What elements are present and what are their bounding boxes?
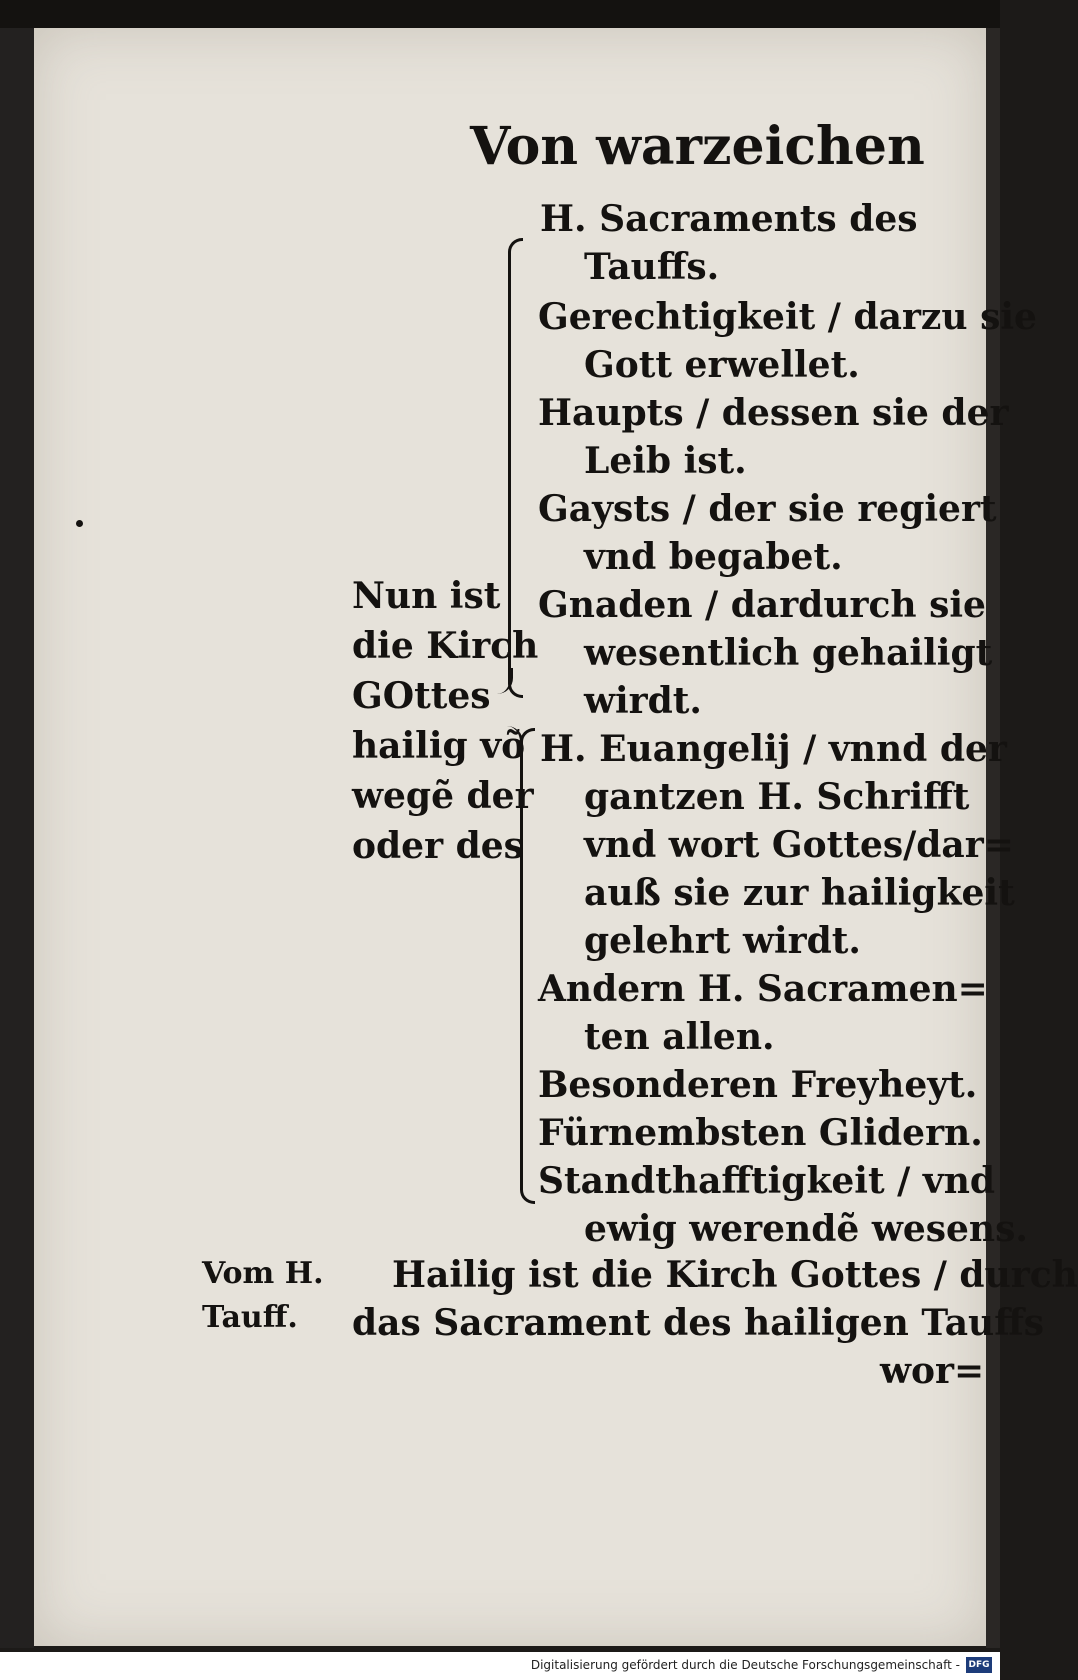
left-note-line: die Kirch [352,625,539,667]
item-line: Gerechtigkeit / darzu sie [538,296,1037,338]
item-line: Besonderen Freyheyt. [538,1064,978,1106]
item-line: H. Euangelij / vnnd der [540,728,1007,770]
dfg-logo: DFG [966,1657,992,1673]
item-line: H. Sacraments des [540,198,918,240]
item-line: Gnaden / dardurch sie [538,584,986,626]
item-line: gantzen H. Schrifft [584,776,970,818]
item-line: Haupts / dessen sie der [538,392,1009,434]
item-line: Fürnembsten Glidern. [538,1112,983,1154]
page-heading: Von warzeichen [470,116,925,177]
item-line: Leib ist. [584,440,747,482]
left-note-line: GOttes [352,675,491,717]
left-note-line: Nun ist [352,575,501,617]
margin-note-line: Vom H. [202,1256,324,1291]
item-line: wirdt. [584,680,702,722]
body-line: Hailig ist die Kirch Gottes / durch [392,1254,1078,1296]
item-line: vnd wort Gottes/dar= [584,824,1014,866]
item-line: Andern H. Sacramen= [538,968,988,1010]
scan-top-border [0,0,1000,28]
footer-bar [0,1652,1000,1680]
item-line: wesentlich gehailigt [584,632,993,674]
item-line: Gott erwellet. [584,344,860,386]
item-line: Standthafftigkeit / vnd [538,1160,996,1202]
margin-note-line: Tauff. [202,1300,298,1335]
body-line: das Sacrament des hailigen Tauffs [352,1302,1045,1344]
item-line: ewig werendẽ wesens. [584,1208,1028,1250]
item-line: vnd begabet. [584,536,843,578]
item-line: ten allen. [584,1016,775,1058]
footer-credit: Digitalisierung gefördert durch die Deutsche Forschungsgemeinschaft - [530,1658,960,1672]
scan-left-border [0,28,34,1648]
item-line: Tauffs. [584,246,720,288]
item-line: auß sie zur hailigkeit [584,872,1015,914]
item-line: gelehrt wirdt. [584,920,861,962]
catchword: wor= [880,1350,985,1392]
left-note-line: hailig võ [352,725,526,767]
left-note-line: oder des [352,825,524,867]
ink-speck [76,520,83,527]
item-line: Gaysts / der sie regiert [538,488,997,530]
left-note-line: wegẽ der [352,775,534,817]
